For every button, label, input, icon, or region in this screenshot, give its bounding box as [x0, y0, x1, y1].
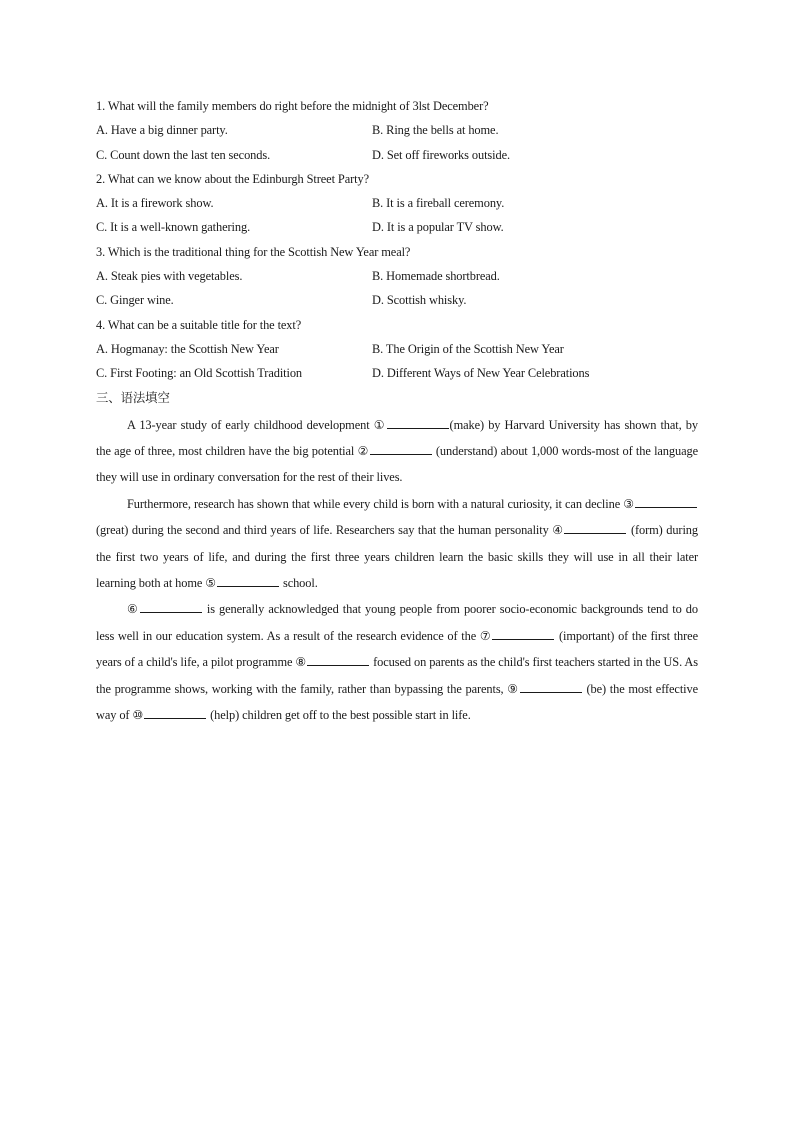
text-run: focused on parents as the child's first teachers started in the US. As the programme shows, working with the family, rather than bypassing the parents,: [96, 655, 698, 696]
text-run: (great) during the second and third years of life. Researchers say that the human personality: [96, 523, 553, 538]
question-4-option-c: C. First Footing: an Old Scottish Tradition: [96, 366, 303, 381]
question-2-option-d: D. It is a popular TV show.: [372, 220, 504, 235]
question-3-option-a: A. Steak pies with vegetables.: [96, 269, 243, 284]
question-3-option-b: B. Homemade shortbread.: [372, 269, 500, 284]
blank-2[interactable]: [370, 442, 432, 455]
text-run: (make) by Harvard University has shown that, by the age of three, most children have the big potential: [96, 417, 698, 458]
blank-number-8: ⑧: [295, 655, 307, 670]
question-1-options-row-2: [96, 143, 698, 167]
question-4-option-a: A. Hogmanay: the Scottish New Year: [96, 341, 279, 356]
cloze-passage: [96, 412, 698, 729]
text-run: Furthermore, research has shown that while every child is born with a natural curiosity, it can decline: [127, 496, 624, 511]
blank-7[interactable]: [492, 627, 554, 640]
text-run: school.: [279, 576, 318, 590]
question-1-option-b: B. Ring the bells at home.: [372, 123, 499, 138]
blank-number-5: ⑤: [205, 576, 216, 590]
text-run: (form) during the first two years of life, and during the first three years children learn the basic skills they will use in all their later learning both at home: [96, 523, 698, 590]
question-1-option-d: D. Set off fireworks outside.: [372, 147, 510, 162]
cloze-paragraph-2: [96, 491, 698, 597]
blank-number-6: ⑥: [127, 602, 139, 617]
question-3-options-row-2: [96, 288, 698, 312]
question-4-options-row-2: [96, 361, 698, 385]
cloze-paragraph-1: [96, 412, 698, 491]
question-2-options-row-2: [96, 215, 698, 239]
question-1-option-c: C. Count down the last ten seconds.: [96, 147, 271, 162]
blank-number-2: ②: [357, 443, 369, 458]
blank-number-3: ③: [623, 496, 634, 511]
question-2-option-c: C. It is a well-known gathering.: [96, 220, 251, 235]
text-run: is generally acknowledged that young people from poorer socio-economic backgrounds tend to do less well in our education system. As a result of the research evidence of the: [96, 602, 698, 643]
question-4-stem: 4. What can be a suitable title for the text?: [96, 317, 302, 332]
blank-5[interactable]: [217, 574, 279, 587]
question-1-options-row-1: [96, 118, 698, 142]
text-run: (important) of the first three years of a child's life, a pilot programme: [96, 628, 698, 670]
text-run: (be) the most effective way of: [96, 681, 698, 723]
question-4-option-d: D. Different Ways of New Year Celebrations: [372, 366, 590, 381]
question-3-stem: 3. Which is the traditional thing for the Scottish New Year meal?: [96, 244, 411, 259]
cloze-paragraph-3: [96, 596, 698, 728]
section-3-title: 三、语法填空: [96, 389, 170, 405]
blank-8[interactable]: [307, 653, 369, 666]
blank-number-9: ⑨: [507, 681, 519, 696]
blank-4[interactable]: [564, 521, 626, 534]
question-3-options-row-1: [96, 264, 698, 288]
text-run: (help) children get off to the best possible start in life.: [207, 708, 471, 723]
blank-3[interactable]: [635, 495, 697, 508]
blank-1[interactable]: [387, 416, 449, 429]
question-2-stem: 2. What can we know about the Edinburgh Street Party?: [96, 171, 369, 186]
blank-number-10: ⑩: [132, 708, 144, 723]
text-run: (understand) about 1,000 words-most of the language they will use in ordinary conversation for the rest of their lives.: [96, 443, 698, 485]
question-3-option-d: D. Scottish whisky.: [372, 293, 467, 308]
question-1-option-a: A. Have a big dinner party.: [96, 123, 228, 138]
blank-number-7: ⑦: [479, 628, 492, 643]
blank-10[interactable]: [144, 706, 206, 719]
question-1-stem: 1. What will the family members do right before the midnight of 3lst December?: [96, 99, 489, 113]
question-2-option-b: B. It is a fireball ceremony.: [372, 196, 505, 211]
question-4-options-row-1: [96, 337, 698, 361]
blank-6[interactable]: [140, 600, 202, 613]
document-page: [96, 94, 698, 728]
blank-9[interactable]: [520, 680, 582, 693]
question-3-option-c: C. Ginger wine.: [96, 293, 174, 308]
question-4-option-b: B. The Origin of the Scottish New Year: [372, 341, 564, 356]
question-2-option-a: A. It is a firework show.: [96, 196, 214, 211]
blank-number-1: ①: [373, 417, 386, 432]
question-2-options-row-1: [96, 191, 698, 215]
blank-number-4: ④: [552, 523, 564, 538]
text-run: A 13-year study of early childhood development: [127, 417, 374, 432]
